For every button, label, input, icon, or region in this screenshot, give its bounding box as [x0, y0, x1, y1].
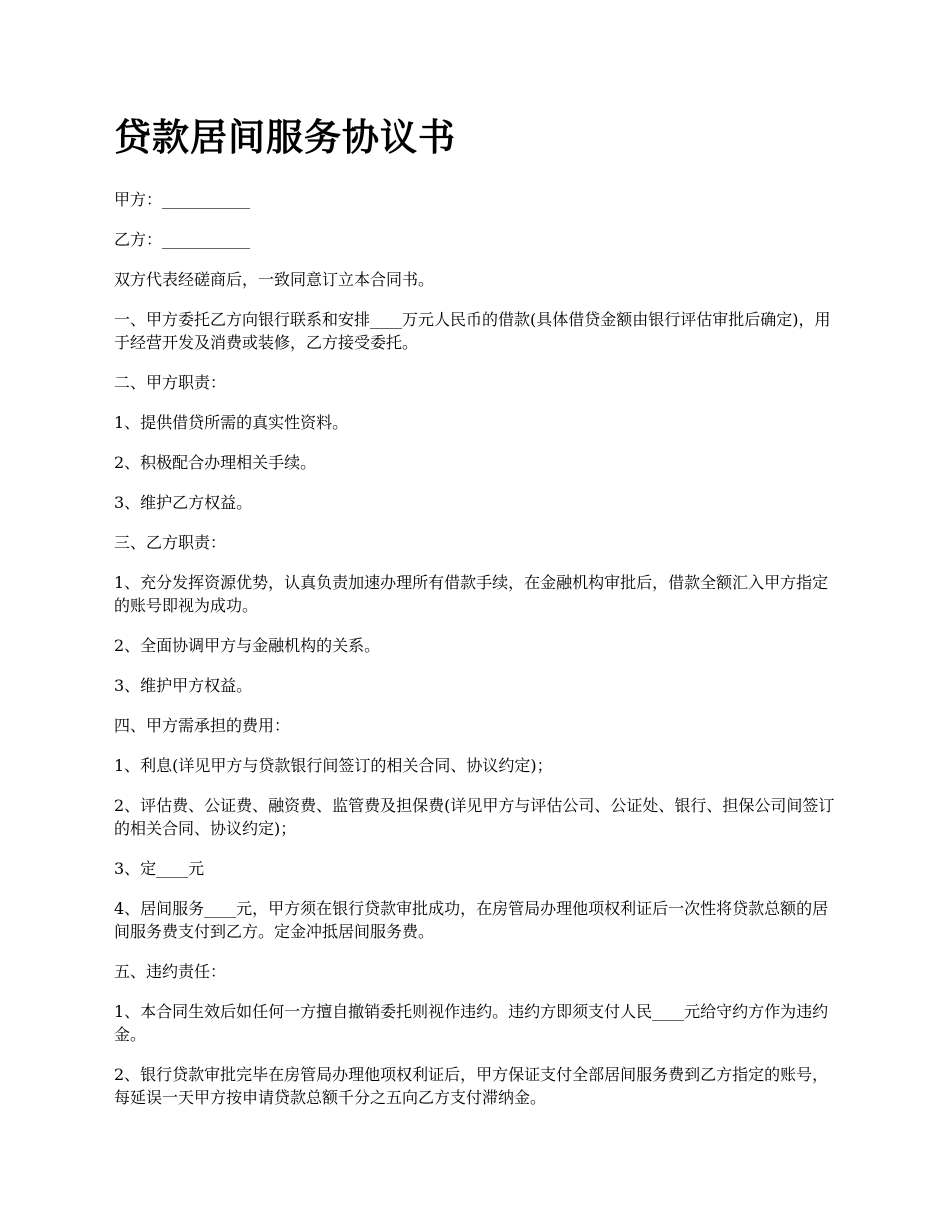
section-heading-party-b-duties: 三、乙方职责：	[114, 533, 227, 552]
party-a-line: 甲方：___________	[114, 190, 251, 209]
clause-1-paragraph: 一、甲方委托乙方向银行联系和安排____万元人民币的借款(具体借贷金额由银行评估审批后确定)，用于经营开发及消费或装修，乙方接受委托。	[114, 310, 831, 352]
liability-item: 2、银行贷款审批完毕在房管局办理他项权利证后，甲方保证支付全部居间服务费到乙方指定的账号，每延误一天甲方按申请贷款总额千分之五向乙方支付滞纳金。	[114, 1065, 829, 1107]
party-a-duty-item: 2、积极配合办理相关手续。	[114, 453, 317, 472]
section-heading-party-a-duties: 二、甲方职责：	[114, 373, 227, 392]
fee-item: 1、利息(详见甲方与贷款银行间签订的相关合同、协议约定)；	[114, 756, 553, 775]
party-b-duty-item: 2、全面协调甲方与金融机构的关系。	[114, 636, 381, 655]
party-a-duty-item: 3、维护乙方权益。	[114, 493, 253, 512]
party-b-line: 乙方：___________	[114, 230, 251, 249]
section-heading-fees: 四、甲方需承担的费用：	[114, 716, 291, 735]
document-title: 贷款居间服务协议书	[114, 115, 456, 159]
fee-item: 2、评估费、公证费、融资费、监管费及担保费(详见甲方与评估公司、公证处、银行、担保公司间签订的相关合同、协议约定)；	[114, 796, 835, 838]
fee-item: 3、定____元	[114, 859, 205, 878]
party-a-duty-item: 1、提供借贷所需的真实性资料。	[114, 413, 349, 432]
party-b-duty-item: 3、维护甲方权益。	[114, 676, 253, 695]
section-heading-liability: 五、违约责任：	[114, 962, 227, 981]
intro-paragraph: 双方代表经磋商后，一致同意订立本合同书。	[114, 270, 435, 289]
liability-item: 1、本合同生效后如任何一方擅自撤销委托则视作违约。违约方即须支付人民____元给守约方作为违约金。	[114, 1002, 829, 1044]
party-b-duty-item: 1、充分发挥资源优势，认真负责加速办理所有借款手续，在金融机构审批后，借款全额汇入甲方指定的账号即视为成功。	[114, 573, 829, 615]
document-page	[114, 112, 838, 1126]
fee-item: 4、居间服务____元，甲方须在银行贷款审批成功，在房管局办理他项权利证后一次性将贷款总额的居间服务费支付到乙方。定金冲抵居间服务费。	[114, 899, 829, 941]
